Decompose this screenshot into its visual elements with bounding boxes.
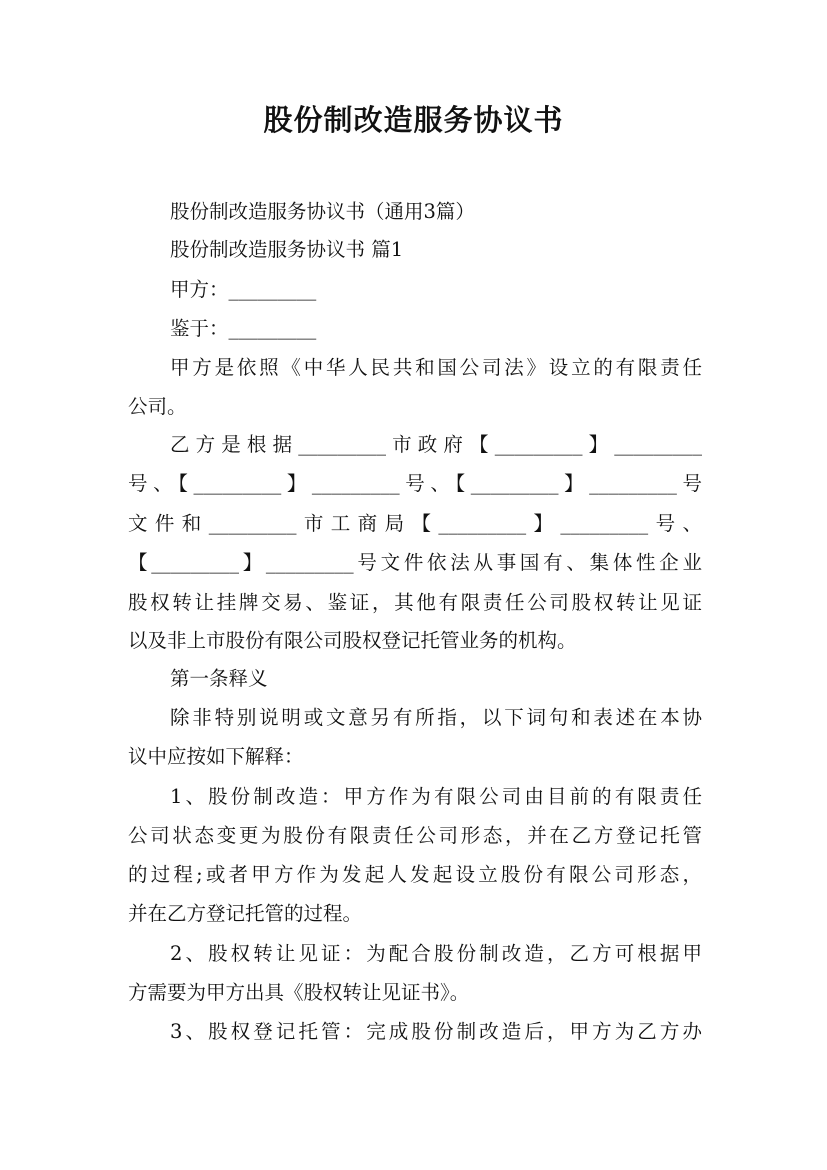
doc-line: 2、股权转让见证：为配合股份制改造，乙方可根据甲 bbox=[170, 942, 702, 965]
doc-line: 议中应按如下解释： bbox=[128, 745, 304, 768]
doc-line: 股权转让挂牌交易、鉴证，其他有限责任公司股权转让见证 bbox=[128, 591, 702, 614]
doc-line: 文件和_________市工商局【_________】_________号、 bbox=[128, 512, 702, 535]
doc-line: 的过程;或者甲方作为发起人发起设立股份有限公司形态， bbox=[128, 863, 702, 886]
document-title: 股份制改造服务协议书 bbox=[263, 103, 564, 137]
doc-line: 1、股份制改造：甲方作为有限公司由目前的有限责任 bbox=[170, 785, 702, 808]
doc-line-section-heading: 股份制改造服务协议书 篇1 bbox=[170, 238, 404, 261]
doc-line: 3、股权登记托管：完成股份制改造后，甲方为乙方办 bbox=[170, 1020, 702, 1043]
doc-line: 方需要为甲方出具《股权转让见证书》。 bbox=[128, 981, 470, 1004]
doc-line: 甲方是依照《中华人民共和国公司法》设立的有限责任 bbox=[170, 356, 702, 379]
doc-line: 乙方是根据_________市政府【_________】_________ bbox=[170, 433, 702, 456]
doc-line: 公司状态变更为股份有限责任公司形态，并在乙方登记托管 bbox=[128, 824, 702, 847]
doc-line-party-a: 甲方：_________ bbox=[170, 278, 317, 301]
doc-line: 并在乙方登记托管的过程。 bbox=[128, 902, 363, 925]
doc-line-subtitle: 股份制改造服务协议书（通用3篇） bbox=[170, 200, 475, 223]
doc-line: 号、【_________】_________号、【_________】_________号 bbox=[128, 472, 702, 495]
doc-line: 以及非上市股份有限公司股权登记托管业务的机构。 bbox=[128, 629, 577, 652]
doc-line: 公司。 bbox=[128, 395, 187, 418]
doc-line-whereas: 鉴于：_________ bbox=[170, 317, 317, 340]
doc-line: 【_________】_________号文件依法从事国有、集体性企业 bbox=[128, 551, 702, 574]
doc-line: 除非特别说明或文意另有所指，以下词句和表述在本协 bbox=[170, 706, 702, 729]
doc-line-article-heading: 第一条释义 bbox=[170, 667, 268, 690]
